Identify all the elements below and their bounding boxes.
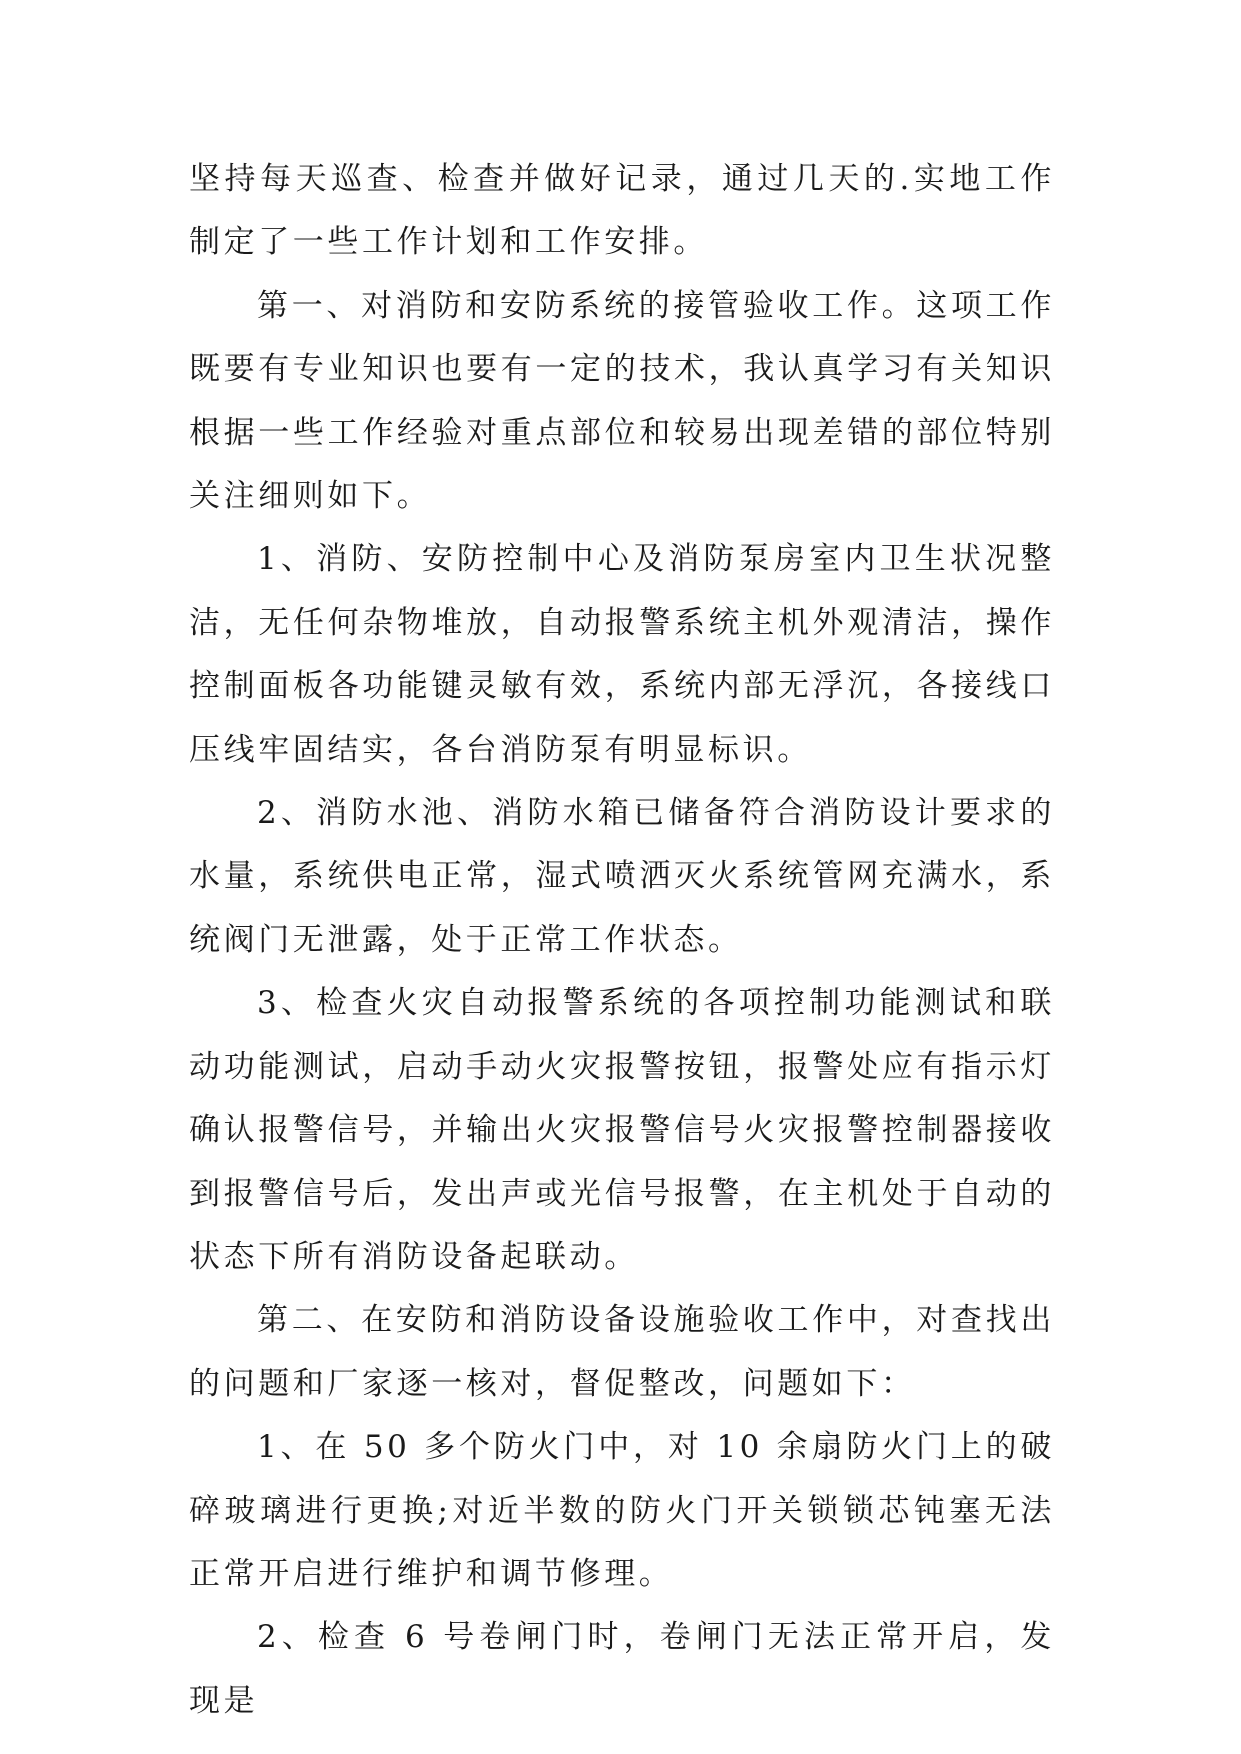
paragraph-item-2: 2、消防水池、消防水箱已储备符合消防设计要求的水量，系统供电正常，湿式喷洒灭火系统管网充满水，系统阀门无泄露，处于正常工作状态。 <box>189 795 1055 958</box>
paragraph-section-two: 第二、在安防和消防设备设施验收工作中，对查找出的问题和厂家逐一核对，督促整改，问题如下： <box>189 1302 1055 1402</box>
paragraph-issue-2: 2、检查 6 号卷闸门时，卷闸门无法正常开启，发现是 <box>189 1619 1055 1719</box>
paragraph-continuation: 坚持每天巡查、检查并做好记录，通过几天的.实地工作制定了一些工作计划和工作安排。 <box>189 161 1055 261</box>
document-body <box>189 148 1055 1733</box>
paragraph-section-one: 第一、对消防和安防系统的接管验收工作。这项工作既要有专业知识也要有一定的技术，我认真学习有关知识根据一些工作经验对重点部位和较易出现差错的部位特别关注细则如下。 <box>189 287 1055 515</box>
paragraph-item-3: 3、检查火灾自动报警系统的各项控制功能测试和联动功能测试，启动手动火灾报警按钮，报警处应有指示灯确认报警信号，并输出火灾报警信号火灾报警控制器接收到报警信号后，发出声或光信号报警，在主机处于自动的状态下所有消防设备起联动。 <box>189 985 1055 1275</box>
paragraph-item-1: 1、消防、安防控制中心及消防泵房室内卫生状况整洁，无任何杂物堆放，自动报警系统主机外观清洁，操作控制面板各功能键灵敏有效，系统内部无浮沉，各接线口压线牢固结实，各台消防泵有明显标识。 <box>189 541 1055 768</box>
paragraph-issue-1: 1、在 50 多个防火门中，对 10 余扇防火门上的破碎玻璃进行更换;对近半数的防火门开关锁锁芯钝塞无法正常开启进行维护和调节修理。 <box>189 1429 1055 1592</box>
